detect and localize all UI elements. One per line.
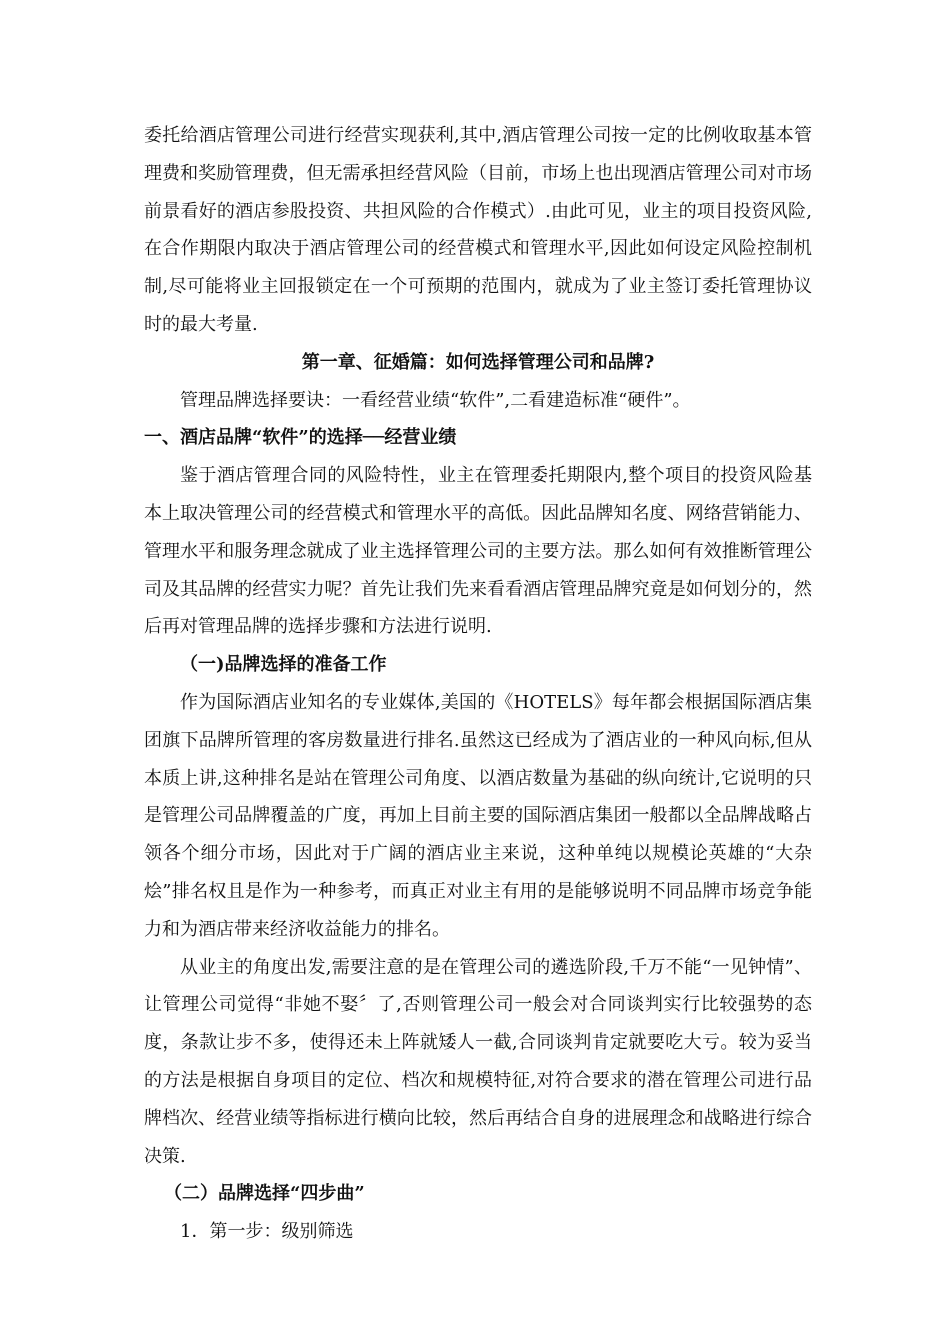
- intro-paragraph: 委托给酒店管理公司进行经营实现获利,其中,酒店管理公司按一定的比例收取基本管理费和奖励管理费，但无需承担经营风险（目前，市场上也出现酒店管理公司对市场前景看好的酒店参股投资、共担风险的合作模式）.由此可见，业主的项目投资风险,在合作期限内取决于酒店管理公司的经营模式和管理水平,因此如何设定风险控制机制,尽可能将业主回报锁定在一个可预期的范围内，就成为了业主签订委托管理协议时的最大考量.: [144, 125, 812, 335]
- subsection-heading-four-steps: （二）品牌选择“四步曲”: [164, 1183, 365, 1205]
- hotels-ranking-paragraph: 作为国际酒店业知名的专业媒体,美国的《HOTELS》每年都会根据国际酒店集团旗下品牌所管理的客房数量进行排名.虽然这已经成为了酒店业的一种风向标,但从本质上讲,这种排名是站在管理公司角度、以酒店数量为基础的纵向统计,它说明的只是管理公司品牌覆盖的广度，再加上目前主要的国际酒店集团一般都以全品牌战略占领各个细分市场，因此对于广阔的酒店业主来说，这种单纯以规模论英雄的“大杂烩”排名权且是作为一种参考，而真正对业主有用的是能够说明不同品牌市场竞争能力和为酒店带来经济收益能力的排名。: [144, 691, 812, 940]
- step-one-item: 1．第一步：级别筛选: [180, 1221, 354, 1243]
- owner-perspective-paragraph: 从业主的角度出发,需要注意的是在管理公司的遴选阶段,千万不能“一见钟情”、让管理公司觉得“非她不娶〞了,否则管理公司一般会对合同谈判实行比较强势的态度，条款让步不多，使得还未上阵就矮人一截,合同谈判肯定就要吃大亏。较为妥当的方法是根据自身项目的定位、档次和规模特征,对符合要求的潜在管理公司进行品牌档次、经营业绩等指标进行横向比较，然后再结合自身的进展理念和战略进行综合决策.: [144, 956, 812, 1167]
- brand-selection-tip: 管理品牌选择要诀：一看经营业绩“软件”,二看建造标准“硬件”。: [180, 389, 691, 411]
- document-body: [144, 117, 812, 1251]
- section-heading-software: 一、酒店品牌“软件”的选择──经营业绩: [144, 427, 457, 449]
- subsection-heading-preparation: （一)品牌选择的准备工作: [180, 654, 387, 676]
- chapter-title: 第一章、征婚篇：如何选择管理公司和品牌?: [301, 351, 655, 373]
- software-paragraph: 鉴于酒店管理合同的风险特性，业主在管理委托期限内,整个项目的投资风险基本上取决管理公司的经营模式和管理水平的高低。因此品牌知名度、网络营销能力、管理水平和服务理念就成了业主选择管理公司的主要方法。那么如何有效推断管理公司及其品牌的经营实力呢？首先让我们先来看看酒店管理品牌究竟是如何划分的，然后再对管理品牌的选择步骤和方法进行说明.: [144, 465, 812, 638]
